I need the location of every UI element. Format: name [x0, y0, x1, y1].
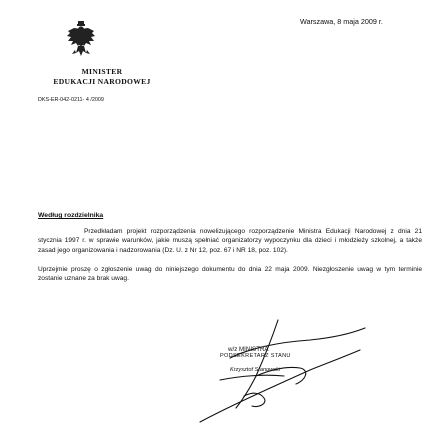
body-paragraph-2: Uprzejmie proszę o zgłoszenie uwag do niniejszego dokumentu do dnia 22 maja 2009. Niezgłoszenie uwag w tym terminie zostanie uznane za brak uwag.	[38, 266, 422, 283]
reference-number: DKS-ER-042-0211- 4 /2009	[38, 97, 104, 103]
place-date: Warszawa, 8 maja 2009 r.	[300, 17, 383, 26]
body-paragraph-1: Przedkładam projekt rozporządzenia nowelizującego rozporządzenie Ministra Edukacji Narodowej z dnia 21 stycznia 1997 r. w sprawie warunków, jakie muszą spełniać organizatorzy wypoczynku dla dzieci i młodzieży szkolnej, a także zasad jego organizowania i nadzorowania (Dz. U. z Nr 12, poz. 67 i NR 18, poz. 102).	[38, 228, 422, 254]
minister-heading	[52, 67, 152, 87]
handwritten-signature	[160, 318, 370, 423]
signature-name: Krzysztof Stanowski	[230, 367, 281, 373]
recipient-heading: Według rozdzielnika	[38, 212, 104, 219]
signature-wz-label: w/z MINISTRA	[228, 346, 269, 353]
signature-title: PODSEKRETARZ STANU	[220, 353, 291, 359]
minister-line1: MINISTER	[81, 67, 123, 76]
minister-line2: EDUKACJI NARODOWEJ	[53, 77, 151, 86]
polish-eagle-emblem-icon	[65, 20, 97, 60]
